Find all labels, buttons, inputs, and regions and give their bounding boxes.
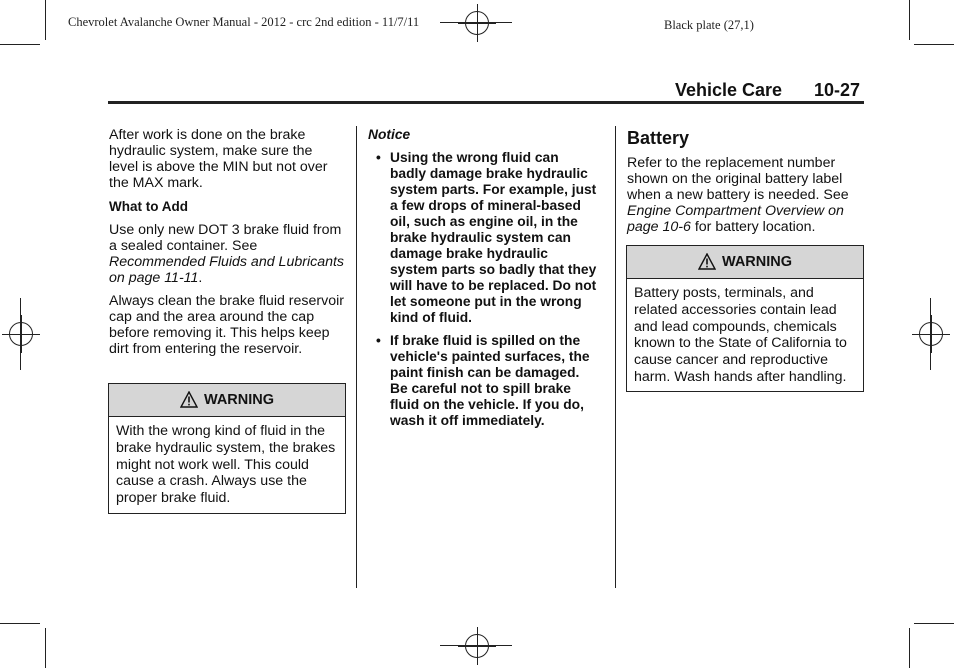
text: Use only new DOT 3 brake fluid from a sealed container. See <box>109 222 342 254</box>
column-divider <box>615 126 616 588</box>
warning-label: WARNING <box>721 254 793 270</box>
notice-label: Notice <box>368 127 411 142</box>
registration-line <box>440 645 512 646</box>
paragraph <box>109 222 344 286</box>
registration-mark-right <box>919 322 943 346</box>
paragraph: After work is done on the brake hydraulic system, make sure the level is above the MIN but not over the MAX mark. <box>109 127 328 191</box>
registration-mark-bottom <box>465 634 489 658</box>
column-3 <box>627 155 863 235</box>
column-1 <box>109 127 344 357</box>
bullet-text: If brake fluid is spilled on the vehicle's painted surfaces, the paint finish can be damaged. Be careful not to spill brake fluid on the vehicle. If you do, wash it off immediately. <box>390 333 590 428</box>
list-item <box>368 333 598 429</box>
page-number: 10-27 <box>814 80 861 100</box>
manual-title: Chevrolet Avalanche Owner Manual - 2012 - crc 2nd edition - 11/7/11 <box>68 15 420 29</box>
paragraph <box>627 155 863 235</box>
text: . <box>198 270 203 286</box>
warning-box <box>108 383 346 514</box>
cross-reference-link[interactable]: Recommended Fluids and Lubricants on page 11-11 <box>109 254 345 286</box>
crop-mark <box>45 628 46 668</box>
bullet: • <box>376 333 381 348</box>
registration-line <box>20 298 21 370</box>
warning-text: Battery posts, terminals, and related accessories contain lead and lead compounds, chemicals known to the State of California to cause cancer and reproductive harm. Wash hands after handling. <box>634 285 847 385</box>
crop-mark <box>45 0 46 40</box>
section-title: Vehicle Care <box>675 80 783 100</box>
plate-label: Black plate (27,1) <box>664 18 754 32</box>
crop-mark <box>0 44 40 45</box>
warning-header <box>627 246 863 279</box>
crop-mark <box>0 623 40 624</box>
subheading-what-to-add: What to Add <box>109 199 188 214</box>
crop-mark <box>914 623 954 624</box>
registration-line <box>930 298 931 370</box>
crop-mark <box>914 44 954 45</box>
list-item <box>368 150 598 326</box>
registration-mark-top <box>465 11 489 35</box>
registration-mark-left <box>9 322 33 346</box>
column-divider <box>356 126 357 588</box>
notice-list <box>368 150 598 429</box>
warning-triangle-icon <box>180 391 198 408</box>
cross-reference-link[interactable]: Engine Compartment Overview on page 10-6 <box>627 203 844 235</box>
column-2 <box>368 127 598 429</box>
text: Refer to the replacement number shown on the original battery label when a new battery is needed. See <box>627 155 849 203</box>
warning-label: WARNING <box>203 392 275 408</box>
warning-triangle-icon <box>698 253 716 270</box>
warning-header <box>109 384 345 417</box>
bullet-text: Using the wrong fluid can badly damage brake hydraulic system parts. For example, just a few drops of mineral-based oil, such as engine oil, in the brake hydraulic system can damage brake hydraulic system parts so badly that they will have to be replaced. Do not let someone put in the wrong kind of fluid. <box>390 150 597 325</box>
warning-text: With the wrong kind of fluid in the brake hydraulic system, the brakes might not work well. This could cause a crash. Always use the proper brake fluid. <box>116 423 336 507</box>
text: for battery location. <box>690 219 816 235</box>
registration-line <box>440 22 512 23</box>
crop-mark <box>909 628 910 668</box>
bullet: • <box>376 150 381 165</box>
crop-mark <box>909 0 910 40</box>
battery-heading: Battery <box>627 128 690 148</box>
header-rule <box>108 101 864 104</box>
paragraph: Always clean the brake fluid reservoir cap and the area around the cap before removing it. This helps keep dirt from entering the reservoir. <box>109 293 344 357</box>
warning-box <box>626 245 864 392</box>
